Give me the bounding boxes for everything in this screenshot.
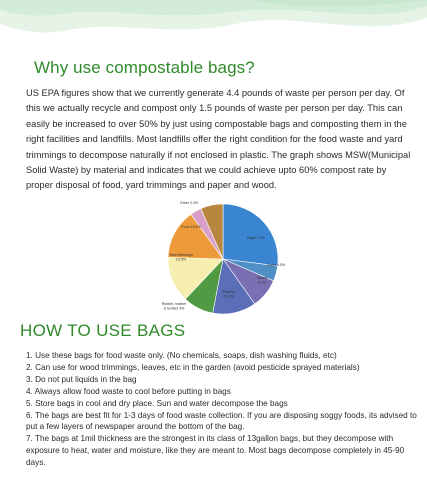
step-item: 4. Always allow food waste to cool before putting in bags bbox=[26, 386, 231, 396]
step-item: 7. The bags at 1mil thickness are the strongest in its class of 13gallon bags, but they decompose with exposure to heat, water and moisture, like they are meant to. Most bags decompose completely in 45-90 days. bbox=[26, 434, 405, 468]
pie-slice-label: Glass 4.5% bbox=[266, 263, 286, 267]
pie-slice-label: Yard trimmings 13.5% bbox=[169, 253, 193, 262]
pie-slice-label: Metals 8.7% bbox=[256, 276, 268, 285]
why-heading: Why use compostable bags? bbox=[34, 58, 255, 77]
pie-slice bbox=[223, 204, 278, 266]
msw-pie-chart bbox=[148, 197, 298, 317]
how-heading: HOW TO USE BAGS bbox=[20, 321, 186, 340]
pie-slice-label: Rubber, leather & textiles 9% bbox=[161, 302, 187, 311]
step-item: 6. The bags are best fit for 1-3 days of food waste collection. If you are disposing soggy foods, its advised to put a few layers of newspaper around the bottom of the bag. bbox=[26, 410, 417, 432]
pie-slice-label: Food 14.6% bbox=[181, 225, 201, 229]
step-item: 2. Can use for wood trimmings, leaves, etc in the garden (avoid pesticide sprayed materials) bbox=[26, 362, 360, 372]
step-item: 5. Store bags in cool and dry place. Sun and water decompose the bags bbox=[26, 398, 288, 408]
pie-slice-label: Other 3.3% bbox=[179, 201, 199, 205]
step-item: 3. Do not put liquids in the bag bbox=[26, 374, 137, 384]
intro-paragraph: US EPA figures show that we currently generate 4.4 pounds of waste per person per day. Of this we actually recycle and compost only 1.5 pounds of waste per person per day. This can easily be increased to over 50% by just using compostable bags and composting them in the right facilities and landfills. Most landfills offer the right condition for the food waste and yard trimmings to decompose naturally if not enclosed in plastic. The graph shows MSW(Municipal Solid Waste) by material and indicates that we could achieve upto 60% compost rate by proper disposal of food, yard trimmings and paper and wood. bbox=[26, 88, 411, 191]
step-item: 1. Use these bags for food waste only. (No chemicals, soaps, dish washing fluids, etc) bbox=[26, 351, 337, 360]
usage-steps-list bbox=[26, 350, 418, 469]
pie-slice-label: Plastics 12.8% bbox=[222, 290, 236, 299]
pie-slice-label: Paper 27% bbox=[247, 236, 265, 240]
